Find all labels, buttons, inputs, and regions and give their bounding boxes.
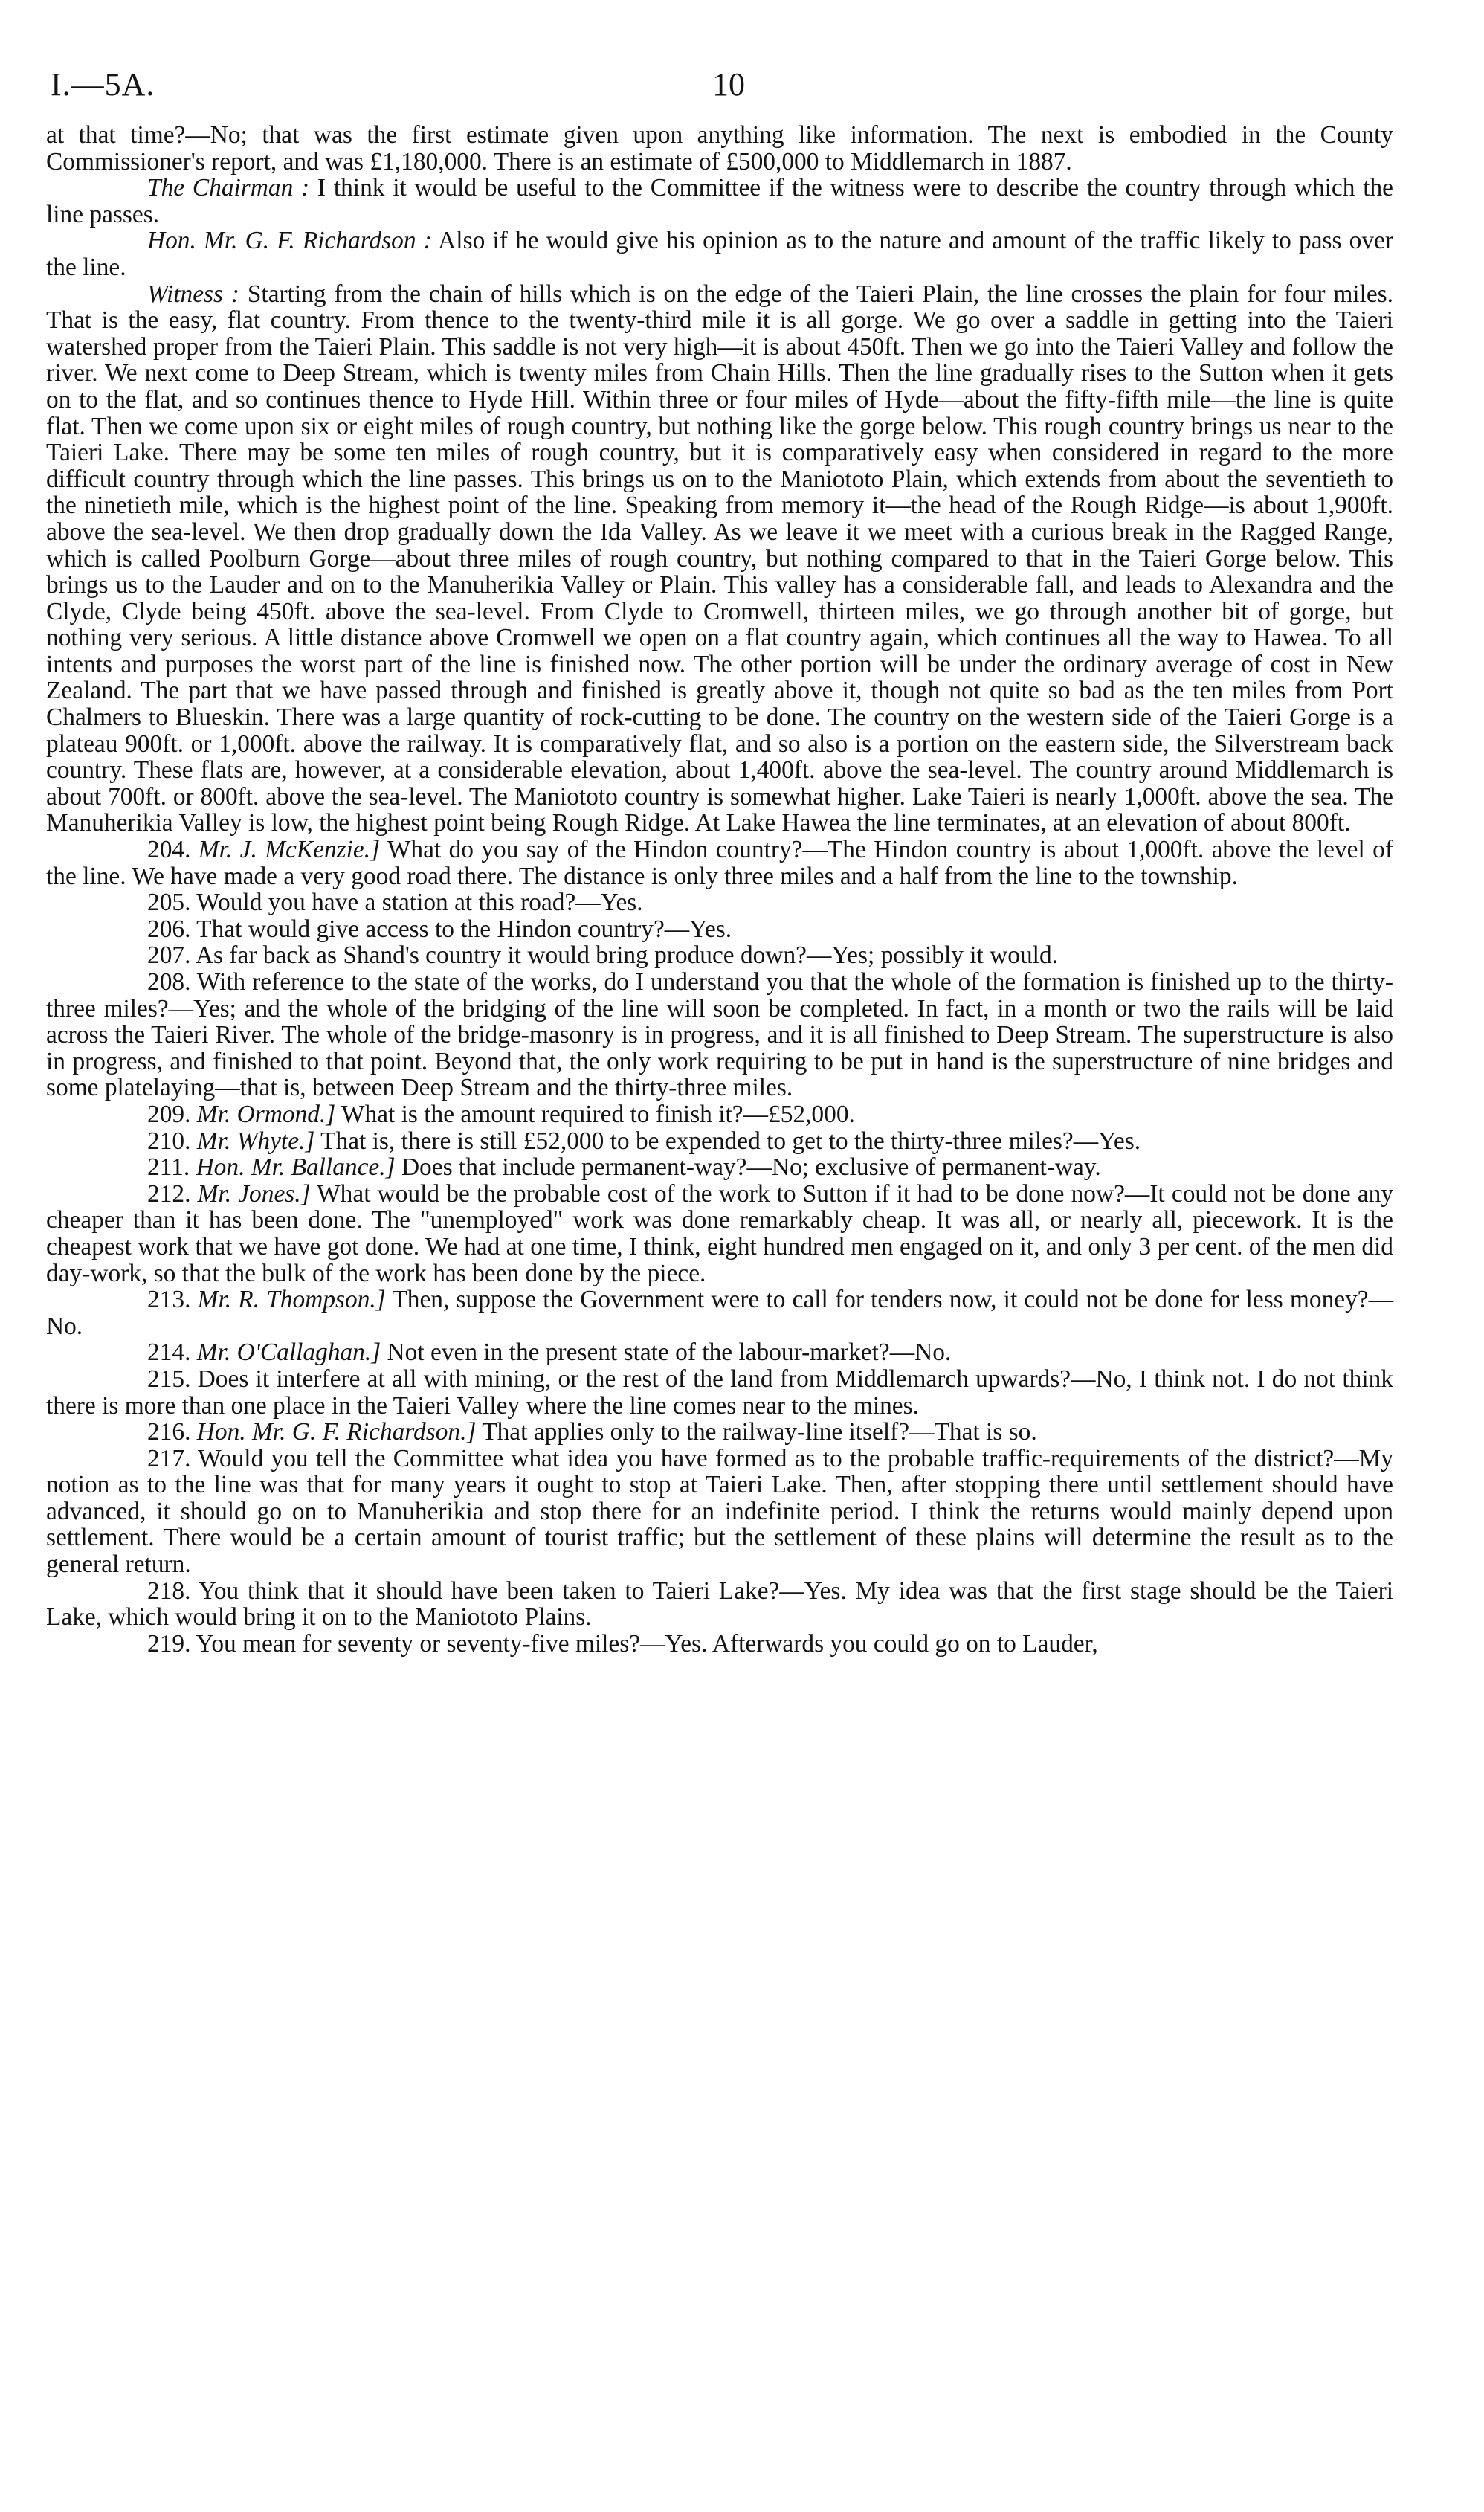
question-213: 213. Mr. R. Thompson.] Then, suppose the Government were to call for tenders now, it could not be done for less money?—No. [46, 1286, 1393, 1340]
speaker-name: Mr. R. Thompson.] [197, 1286, 386, 1314]
page-number: 10 [712, 66, 745, 103]
question-number: 205. [147, 889, 191, 917]
question-210: 210. Mr. Whyte.] That is, there is still £52,000 to be expended to get to the thirty-three miles?—Yes. [147, 1127, 1141, 1155]
question-214: 214. Mr. O'Callaghan.] Not even in the present state of the labour-market?—No. [147, 1339, 952, 1367]
question-215: 215. Does it interfere at all with mining, or the rest of the land from Middlemarch upwards?—No, I think not. I do not think there is more than one place in the Taieri Valley where the line comes near to the mines. [46, 1365, 1393, 1420]
question-219: 219. You mean for seventy or seventy-five miles?—Yes. Afterwards you could go on to Lauder, [147, 1629, 1098, 1658]
speaker-name: Witness : [147, 280, 239, 308]
question-205: 205. Would you have a station at this road?—Yes. [147, 889, 643, 917]
question-number: 210. [147, 1127, 191, 1155]
question-212: 212. Mr. Jones.] What would be the probable cost of the work to Sutton if it had to be done now?—It could not be done any cheaper than it has been done. The "unemployed" work was done remarkably cheap. It was all, or nearly all, piecework. It is the cheapest work that we have got done. We had at one time, I think, eight hundred men engaged on it, and only 3 per cent. of the men did day-work, so that the bulk of the work has been done by the piece. [46, 1179, 1394, 1287]
question-number: 204. [147, 836, 191, 864]
question-217: 217. Would you tell the Committee what idea you have formed as to the probable traffic-requirements of the district?—My notion as to the line was that for many years it ought to stop at Taieri Lake. Then, after stopping there until settlement should have advanced, it should go on to Manuherikia and stop there for an indefinite period. I think the returns would mainly depend upon settlement. There would be a certain amount of tourist traffic; but the settlement of these plains will determine the result as to the general return. [46, 1444, 1393, 1579]
document-reference: I.—5A. [51, 66, 155, 103]
question-number: 213. [147, 1286, 191, 1314]
question-208: 208. With reference to the state of the works, do I understand you that the whole of the formation is finished up to the thirty-three miles?—Yes; and the whole of the bridging of the line will soon be completed. In fact, in a month or two the rails will be laid across the Taieri River. The whole of the bridge-masonry is in progress, and it is all finished to Deep Stream. The superstructure is also in progress, and finished to that point. Beyond that, the only work requiring to be put in hand is the superstructure of nine bridges and some platelaying—that is, between Deep Stream and the thirty-three miles. [46, 968, 1393, 1102]
question-number: 217. [147, 1444, 191, 1472]
question-204: 204. Mr. J. McKenzie.] What do you say of the Hindon country?—The Hindon country is about 1,000ft. above the level of the line. We have made a very good road there. The distance is only three miles and a half from the line to the township. [46, 836, 1393, 890]
speaker-name: Hon. Mr. Ballance.] [196, 1153, 396, 1182]
speaker-name: Mr. O'Callaghan.] [196, 1339, 381, 1367]
speaker-name: Mr. J. McKenzie.] [198, 836, 381, 864]
question-number: 216. [147, 1418, 191, 1446]
speaker-name: Mr. Whyte.] [196, 1127, 315, 1155]
question-number: 215. [147, 1365, 191, 1393]
document-page [46, 58, 1393, 1657]
speaker-name: Mr. Ormond.] [196, 1100, 336, 1128]
question-216: 216. Hon. Mr. G. F. Richardson.] That applies only to the railway-line itself?—That is so. [147, 1418, 1037, 1446]
document-body [46, 122, 1393, 1657]
question-211: 211. Hon. Mr. Ballance.] Does that include permanent-way?—No; exclusive of permanent-way. [147, 1153, 1101, 1182]
speaker-name: Hon. Mr. G. F. Richardson : [147, 227, 432, 255]
paragraph-chairman: The Chairman : I think it would be useful to the Committee if the witness were to describe the country through which the line passes. [46, 174, 1393, 228]
question-number: 209. [147, 1100, 191, 1128]
question-218: 218. You think that it should have been taken to Taieri Lake?—Yes. My idea was that the first stage should be the Taieri Lake, which would bring it on to the Maniototo Plains. [46, 1577, 1393, 1632]
page-header [46, 58, 1393, 122]
question-number: 212. [147, 1179, 191, 1208]
paragraph-witness: Witness : Starting from the chain of hills which is on the edge of the Taieri Plain, the line crosses the plain for four miles. That is the easy, flat country. From thence to the twenty-third mile it is all gorge. We go over a saddle in getting into the Taieri watershed proper from the Taieri Plain. This saddle is not very high—it is about 450ft. Then we go into the Taieri Valley and follow the river. We next come to Deep Stream, which is twenty miles from Chain Hills. Then the line gradually rises to the Sutton when it gets on to the flat, and so continues thence to Hyde Hill. Within three or four miles of Hyde—about the fifty-fifth mile—the line is quite flat. Then we come upon six or eight miles of rough country, but nothing like the gorge below. This rough country brings us near to the Taieri Lake. There may be some ten miles of rough country, but it is comparatively easy when considered in regard to the more difficult country through which the line passes. This brings us on to the Maniototo Plain, which extends from about the seventieth to the ninetieth mile, which is the highest point of the line. Speaking from memory it—the head of the Rough Ridge—is about 1,900ft. above the sea-level. We then drop gradually down the Ida Valley. As we leave it we meet with a curious break in the Ragged Range, which is called Poolburn Gorge—about three miles of rough country, but nothing compared to that in the Taieri Gorge below. This brings us to the Lauder and on to the Manuherikia Valley or Plain. This valley has a considerable fall, and leads to Alexandra and the Clyde, Clyde being 450ft. above the sea-level. From Clyde to Cromwell, thirteen miles, we go through another bit of gorge, but nothing very serious. A little distance above Cromwell we open on a flat country again, which continues all the way to Hawea. To all intents and purposes the worst part of the line is finished now. The other portion will be under the ordinary average of cost in New Zealand. The part that we have passed through and finished is greatly above it, though not quite so bad as the ten miles from Port Chalmers to Blueskin. There was a large quantity of rock-cutting to be done. The country on the western side of the Taieri Gorge is a plateau 900ft. or 1,000ft. above the railway. It is comparatively flat, and so also is a portion on the eastern side, the Silverstream back country. These flats are, however, at a considerable elevation, about 1,400ft. above the sea-level. The country around Middlemarch is about 700ft. or 800ft. above the sea-level. The Maniototo country is somewhat higher. Lake Taieri is nearly 1,000ft. above the sea. The Manuherikia Valley is low, the highest point being Rough Ridge. At Lake Hawea the line terminates, at an elevation of about 800ft. [46, 280, 1394, 837]
speaker-name: Mr. Jones.] [197, 1179, 311, 1208]
question-number: 214. [147, 1339, 191, 1367]
question-206: 206. That would give access to the Hindon country?—Yes. [147, 915, 732, 943]
question-number: 207. [147, 941, 191, 970]
question-number: 208. [147, 968, 191, 996]
speaker-name: The Chairman : [147, 174, 310, 202]
question-207: 207. As far back as Shand's country it would bring produce down?—Yes; possibly it would. [147, 941, 1058, 970]
question-209: 209. Mr. Ormond.] What is the amount required to finish it?—£52,000. [147, 1100, 855, 1128]
speaker-name: Hon. Mr. G. F. Richardson.] [196, 1418, 477, 1446]
question-number: 206. [147, 915, 191, 943]
paragraph-richardson: Hon. Mr. G. F. Richardson : Also if he would give his opinion as to the nature and amount of the traffic likely to pass over the line. [46, 227, 1393, 281]
question-number: 219. [147, 1629, 191, 1658]
paragraph-continuation: at that time?—No; that was the first estimate given upon anything like information. The next is embodied in the County Commissioner's report, and was £1,180,000. There is an estimate of £500,000 to Middlemarch in 1887. [46, 121, 1393, 175]
question-number: 211. [147, 1153, 190, 1182]
question-number: 218. [147, 1577, 191, 1605]
